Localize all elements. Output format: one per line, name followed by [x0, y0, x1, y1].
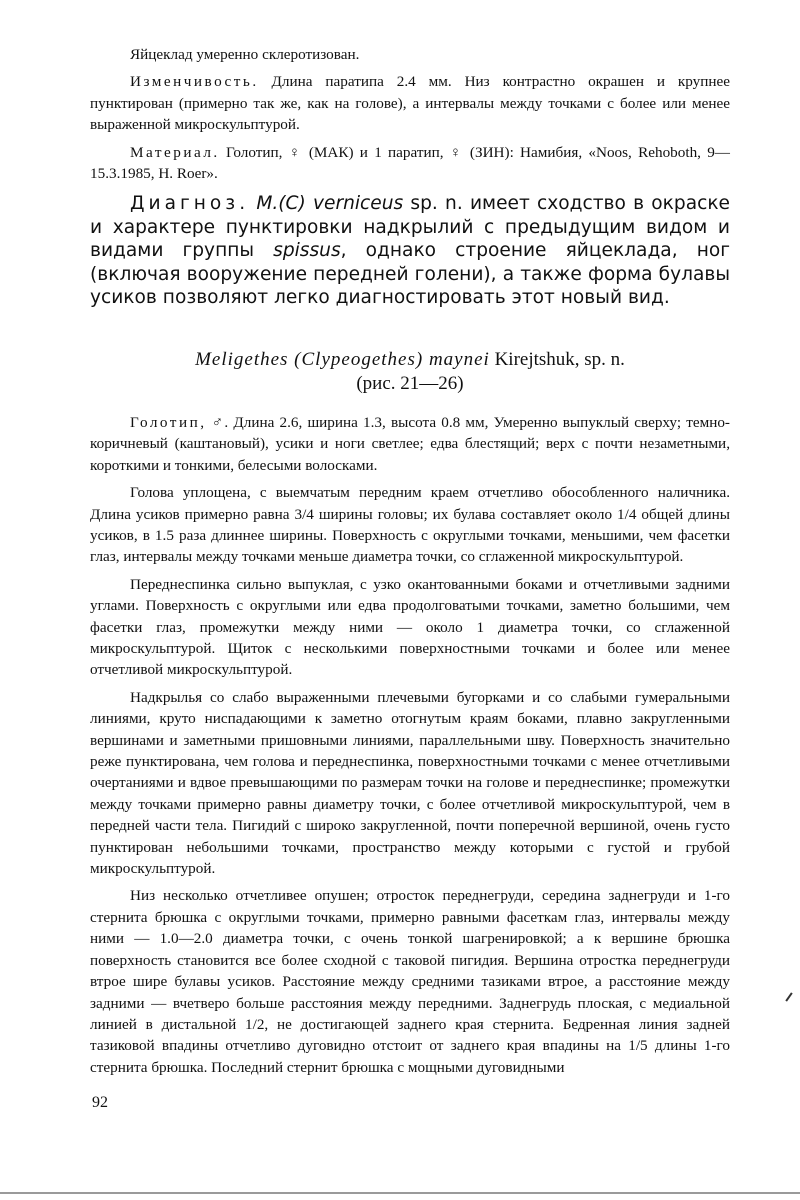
material-paragraph	[90, 142, 730, 185]
underside-paragraph: Низ несколько отчетливее опушен; отросток переднегруди, середина заднегруди и 1-го стернита брюшка с округлыми точками, примерно равными фасеткам глаз, интервалы между ними — 1.0—2.0 диаметра точки, с очень тонкой шагренировкой; а к вершине брюшка поверхность становится все более сходной с таковой пигидия. Вершина отростка переднегруди втрое шире булавы усиков. Расстояние между средними тазиками втрое, а расстояние между задними — вчетверо больше расстояния между передними. Заднегрудь плоская, с медиальной линией в дистальной 1/2, не достигающей заднего края стернита. Бедренная линия задней тазиковой впадины отчетливо дуговидно отстоит от заднего края впадины на 1/5 длины 1-го стернита брюшка. Последний стернит брюшка с мощными дуговидными	[90, 887, 730, 1076]
page-number: 92	[92, 1094, 108, 1111]
variability-text: Длина паратипа 2.4 мм. Низ контрастно окрашен и крупнее пунктирован (примерно так же, как на голове), а интервалы между точками с более или менее выраженной микроскульптурой.	[90, 73, 730, 134]
scan-mark	[785, 992, 792, 1001]
species-latin-name: Meligethes (Clypeogethes) maynei	[195, 348, 490, 370]
ovipositor-paragraph	[90, 44, 730, 65]
variability-paragraph	[90, 71, 730, 135]
page-content	[90, 44, 730, 1084]
variability-label: Изменчивость.	[130, 73, 259, 91]
material-text: Голотип, ♀ (МАК) и 1 паратип, ♀ (ЗИН): Намибия, «Noos, Rehoboth, 9—15.3.1985, H. Roer».	[90, 143, 730, 183]
head-paragraph: Голова уплощена, с выемчатым передним краем отчетливо обособленного наличника. Длина усиков примерно равна 3/4 ширины головы; их булава составляет около 1/4 общей длины усиков, в 1.5 раза длиннее ширины. Поверхность с округлыми точками, меньшими, чем фасетки глаз, интервалы между точками меньше диаметра точки, со сглаженной микроскульптурой.	[90, 484, 730, 566]
ovipositor-text: Яйцеклад умеренно склеротизован.	[130, 46, 360, 63]
scan-bottom-edge	[0, 1192, 800, 1194]
holotype-text: ♂. Длина 2.6, ширина 1.3, высота 0.8 мм, Умеренно выпуклый сверху; темно-коричневый (каштановый), усики и ноги светлее; едва блестящий; верх с почти незаметными, короткими и тонкими, белесыми волосками.	[90, 413, 730, 474]
material-label: Материал.	[130, 143, 220, 161]
diagnosis-species-name: M.(C) verniceus	[249, 193, 404, 215]
diagnosis-text-2: , однако строение яйцеклада, ног (включая вооружение передней голени), а также форма булавы усиков позволяют легко диагностировать этот новый вид.	[90, 240, 731, 309]
species-title	[90, 348, 730, 396]
pronotum-paragraph: Переднеспинка сильно выпуклая, с узко окантованными боками и отчетливыми задними углами. Поверхность с округлыми или едва продолговатыми точками, заметно большими, чем фасетки глаз, промежутки между ними — около 1 диаметра точки, со сглаженной микроскульптурой. Щиток с несколькими поверхностными точками и более или менее отчетливой микроскульптурой.	[90, 575, 730, 679]
holotype-paragraph	[90, 412, 730, 476]
diagnosis-paragraph	[90, 192, 730, 310]
species-author: Kirejtshuk, sp. n.	[489, 348, 625, 370]
holotype-label: Голотип,	[130, 413, 207, 431]
elytra-paragraph: Надкрылья со слабо выраженными плечевыми бугорками и со слабыми гумеральными линиями, круто ниспадающими к заметно отогнутым краям боками, плавно закругленными вершинами и заметными пришовными линиями, параллельными шву. Поверхность значительно реже пунктирована, чем голова и переднеспинка, поверхностными точками с менее отчетливыми очертаниями и вдвое превышающими по размерам точки на голове и переднеспинке; промежутки между точками примерно равны диаметру точки, с более отчетливой микроскульптурой, чем в передней части тела. Пигидий с широко закругленной, почти поперечной вершиной, очень густо пунктирован небольшими точками, пространство между которыми с густой и грубой микроскульптурой.	[90, 688, 730, 878]
diagnosis-label: Диагноз.	[130, 193, 250, 215]
diagnosis-group-name: spissus	[273, 240, 341, 262]
diagnosis-text-1: sp. n. имеет сходство в окраске и характере пунктировки надкрылий с предыдущим видом и видами группы	[90, 193, 730, 262]
species-figures-ref: (рис. 21—26)	[356, 372, 464, 394]
